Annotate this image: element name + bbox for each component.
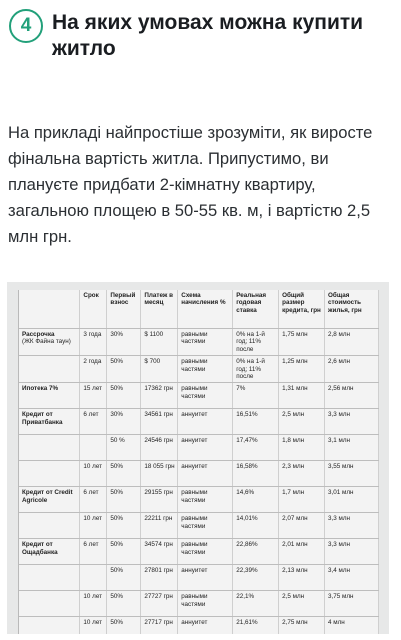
table-cell: аннуитет	[178, 409, 233, 435]
table-row	[19, 383, 379, 409]
table-cell: 6 лет	[80, 539, 107, 565]
table-cell: 14,01%	[233, 513, 279, 539]
section-title: На яких умовах можна купити житло	[52, 11, 364, 60]
table-row	[19, 539, 379, 565]
table-cell: 22,86%	[233, 539, 279, 565]
table-cell: 1,75 млн	[279, 329, 325, 356]
table-cell: 21,61%	[233, 617, 279, 634]
table-row	[19, 513, 379, 539]
table-cell: 3,75 млн	[325, 591, 379, 617]
table-cell: аннуитет	[178, 435, 233, 461]
table-cell: 3,55 млн	[325, 461, 379, 487]
table-cell: $ 1100	[141, 329, 178, 356]
plan-name-cell	[19, 617, 80, 634]
table-cell: 50%	[107, 513, 141, 539]
table-cell: 27717 грн	[141, 617, 178, 634]
table-cell: 15 лет	[80, 383, 107, 409]
table-cell: равными частями	[178, 539, 233, 565]
table-cell: 10 лет	[80, 591, 107, 617]
plan-name-cell	[19, 565, 80, 591]
table-cell: 3,3 млн	[325, 409, 379, 435]
table-cell: 2,01 млн	[279, 539, 325, 565]
table-cell: 3,3 млн	[325, 513, 379, 539]
step-number-badge: 4	[9, 9, 43, 43]
table-cell: 0% на 1-й год; 11% после	[233, 356, 279, 383]
column-header: Схема начисления %	[178, 290, 233, 329]
table-row	[19, 591, 379, 617]
table-cell: 14,6%	[233, 487, 279, 513]
table-row	[19, 329, 379, 356]
table-cell: 2,56 млн	[325, 383, 379, 409]
table-cell: 50%	[107, 539, 141, 565]
plan-name-cell	[19, 329, 80, 356]
table-cell: 29155 грн	[141, 487, 178, 513]
section-header	[6, 6, 395, 66]
table-cell: 34574 грн	[141, 539, 178, 565]
table-row	[19, 565, 379, 591]
plan-name: Кредит от Credit Agricole	[22, 489, 73, 504]
table-row	[19, 617, 379, 634]
table-cell: 7%	[233, 383, 279, 409]
table-cell: 10 лет	[80, 461, 107, 487]
table-cell: 3,1 млн	[325, 435, 379, 461]
table-cell: 50%	[107, 591, 141, 617]
comparison-table-frame	[18, 290, 379, 634]
table-cell: 50%	[107, 565, 141, 591]
table-cell: 4 млн	[325, 617, 379, 634]
column-header: Первый взнос	[107, 290, 141, 329]
table-cell: 1,31 млн	[279, 383, 325, 409]
table-cell: 6 лет	[80, 409, 107, 435]
table-cell: 50%	[107, 617, 141, 634]
plan-name-cell	[19, 539, 80, 565]
table-cell: 6 лет	[80, 487, 107, 513]
column-header: Общий размер кредита, грн	[279, 290, 325, 329]
table-cell: аннуитет	[178, 617, 233, 634]
table-cell: 2,07 млн	[279, 513, 325, 539]
plan-name-cell	[19, 487, 80, 513]
table-cell: 27727 грн	[141, 591, 178, 617]
table-cell: 2,6 млн	[325, 356, 379, 383]
table-cell: 50%	[107, 487, 141, 513]
table-cell: 10 лет	[80, 513, 107, 539]
plan-name-cell	[19, 409, 80, 435]
table-cell: 10 лет	[80, 617, 107, 634]
table-cell: 3,3 млн	[325, 539, 379, 565]
plan-name: Ипотека 7%	[22, 385, 59, 393]
table-cell: 50%	[107, 383, 141, 409]
table-cell: 22,1%	[233, 591, 279, 617]
table-row	[19, 435, 379, 461]
plan-name-cell	[19, 513, 80, 539]
plan-name-cell	[19, 461, 80, 487]
column-header: Реальная годовая ставка	[233, 290, 279, 329]
table-cell: 2 года	[80, 356, 107, 383]
plan-name: Кредит от Ощадбанка	[22, 541, 58, 556]
table-cell: равными частями	[178, 356, 233, 383]
table-cell: 2,5 млн	[279, 409, 325, 435]
table-cell: $ 700	[141, 356, 178, 383]
table-cell: 3 года	[80, 329, 107, 356]
table-cell: 34561 грн	[141, 409, 178, 435]
column-header: Общая стоимость жилья, грн	[325, 290, 379, 329]
table-cell: 2,75 млн	[279, 617, 325, 634]
table-cell: 1,8 млн	[279, 435, 325, 461]
table-cell: 17362 грн	[141, 383, 178, 409]
plan-name-cell	[19, 356, 80, 383]
table-row	[19, 356, 379, 383]
plan-name: Кредит от Приватбанка	[22, 411, 63, 426]
comparison-table-image	[7, 282, 389, 634]
table-cell: 0% на 1-й год; 11% после	[233, 329, 279, 356]
table-cell: 1,25 млн	[279, 356, 325, 383]
table-cell: равными частями	[178, 329, 233, 356]
table-cell: 50%	[107, 461, 141, 487]
column-header	[19, 290, 80, 329]
table-cell: аннуитет	[178, 565, 233, 591]
plan-name: Рассрочка	[22, 331, 55, 338]
table-cell: 50%	[107, 356, 141, 383]
plan-subtitle: (ЖК Файна таун)	[22, 338, 71, 346]
table-cell	[80, 435, 107, 461]
table-cell: 3,4 млн	[325, 565, 379, 591]
table-cell: 18 055 грн	[141, 461, 178, 487]
table-cell: 17,47%	[233, 435, 279, 461]
plan-name-cell	[19, 435, 80, 461]
table-cell: равными частями	[178, 591, 233, 617]
column-header: Срок	[80, 290, 107, 329]
table-cell: 16,58%	[233, 461, 279, 487]
table-cell: 2,5 млн	[279, 591, 325, 617]
intro-paragraph: На прикладі найпростіше зрозуміти, як виросте фінальна вартість житла. Припустимо, ви плануєте придбати 2-кімнатну квартиру, загальною площею в 50-55 кв. м, і вартістю 2,5 млн грн.	[8, 123, 373, 246]
table-header-row	[19, 290, 379, 329]
table-cell: аннуитет	[178, 461, 233, 487]
plan-name-cell	[19, 591, 80, 617]
table-cell: 30%	[107, 329, 141, 356]
table-cell: 2,8 млн	[325, 329, 379, 356]
table-cell: 16,51%	[233, 409, 279, 435]
table-cell: 27801 грн	[141, 565, 178, 591]
table-cell: 3,01 млн	[325, 487, 379, 513]
table-cell: 22,39%	[233, 565, 279, 591]
table-cell	[80, 565, 107, 591]
table-cell: равными частями	[178, 487, 233, 513]
table-cell: 1,7 млн	[279, 487, 325, 513]
financing-comparison-table	[19, 290, 379, 634]
table-cell: 2,3 млн	[279, 461, 325, 487]
table-cell: 24546 грн	[141, 435, 178, 461]
table-cell: равными частями	[178, 513, 233, 539]
table-row	[19, 487, 379, 513]
table-row	[19, 409, 379, 435]
column-header: Платеж в месяц	[141, 290, 178, 329]
table-cell: 50 %	[107, 435, 141, 461]
table-cell: 2,13 млн	[279, 565, 325, 591]
table-cell: равными частями	[178, 383, 233, 409]
table-cell: 30%	[107, 409, 141, 435]
table-cell: 22211 грн	[141, 513, 178, 539]
table-row	[19, 461, 379, 487]
plan-name-cell	[19, 383, 80, 409]
